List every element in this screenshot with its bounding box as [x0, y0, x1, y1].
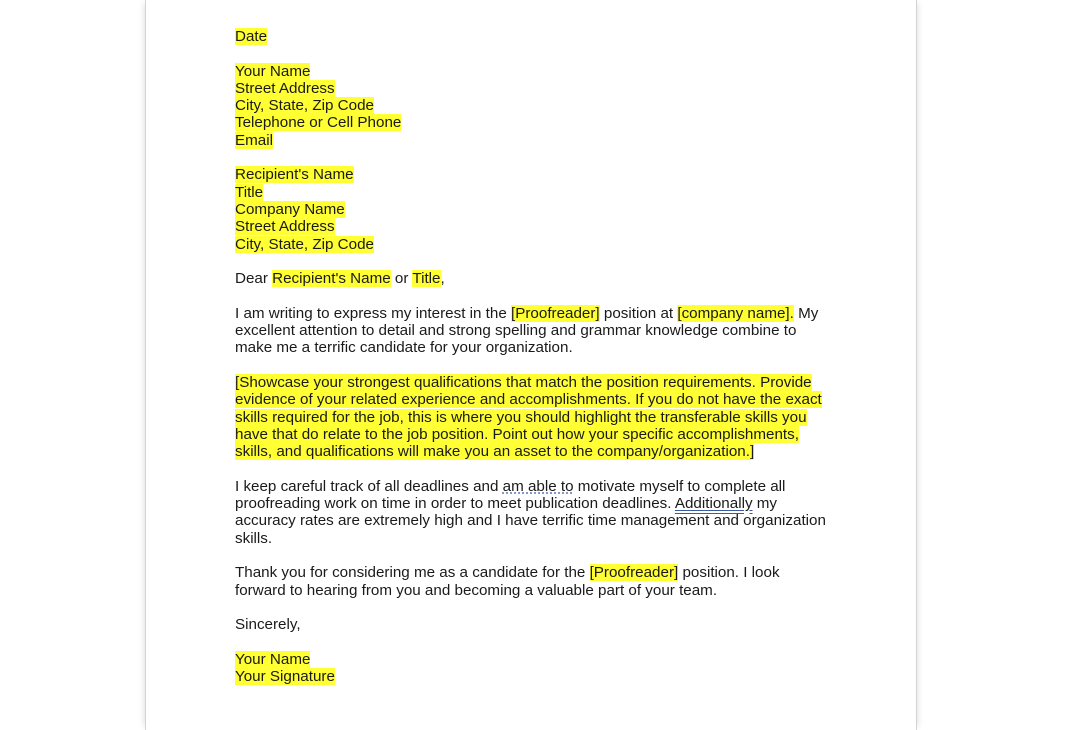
sender-city: City, State, Zip Code [235, 97, 374, 115]
salutation: Dear Recipient's Name or Title, [235, 270, 445, 288]
salutation-name: Recipient's Name [272, 270, 391, 288]
signature-block [235, 651, 835, 686]
signature-line: Your Signature [235, 667, 335, 685]
recipient-city: City, State, Zip Code [235, 235, 374, 253]
date-placeholder: Date [235, 28, 268, 45]
sender-block [235, 63, 835, 149]
recipient-company: Company Name [235, 200, 345, 218]
salutation-title: Title [412, 270, 441, 288]
proofing-flag[interactable]: Additionally [674, 495, 753, 513]
paragraph-interest: I am writing to express my interest in the [Proofreader] position at [company name]. My excellent attention to detail and strong spelling and grammar knowledge combine to make me a terrific candidate for your organization. [235, 304, 819, 357]
sender-name: Your Name [235, 62, 311, 80]
paragraph-qualifications: [Showcase your strongest qualifications that match the position requirements. Provide evidence of your related experience and accomplishments. If you do not have the exact skills required for the job, this is where you should highlight the transferable skills you have that do relate to the job position. Point out how your specific accomplishments, skills, and qualifications will make you an asset to the company/organization.] [235, 373, 822, 461]
signature-name: Your Name [235, 650, 311, 668]
letter-body[interactable] [235, 28, 835, 685]
closing: Sincerely, [235, 616, 301, 634]
position-placeholder: [Proofreader] [511, 304, 600, 322]
date-line [235, 28, 835, 45]
sender-phone: Telephone or Cell Phone [235, 114, 402, 132]
paragraph-thanks: Thank you for considering me as a candidate for the [Proofreader] position. I look forward to hearing from you and becoming a valuable part of your team. [235, 564, 780, 599]
position-placeholder: [Proofreader] [589, 564, 679, 582]
recipient-name: Recipient's Name [235, 166, 354, 184]
paragraph-skills: I keep careful track of all deadlines and am able to motivate myself to complete all proofreading work on time in order to meet publication deadlines. Additionally my accuracy rates are extremely high and I have terrific time management and organization skills. [235, 477, 826, 547]
sender-street: Street Address [235, 79, 335, 97]
sender-email: Email [235, 131, 273, 149]
proofing-flag[interactable]: am able to [502, 477, 574, 495]
company-placeholder: [company name]. [677, 304, 794, 322]
recipient-block [235, 166, 835, 252]
recipient-title: Title [235, 183, 264, 201]
recipient-street: Street Address [235, 218, 335, 236]
